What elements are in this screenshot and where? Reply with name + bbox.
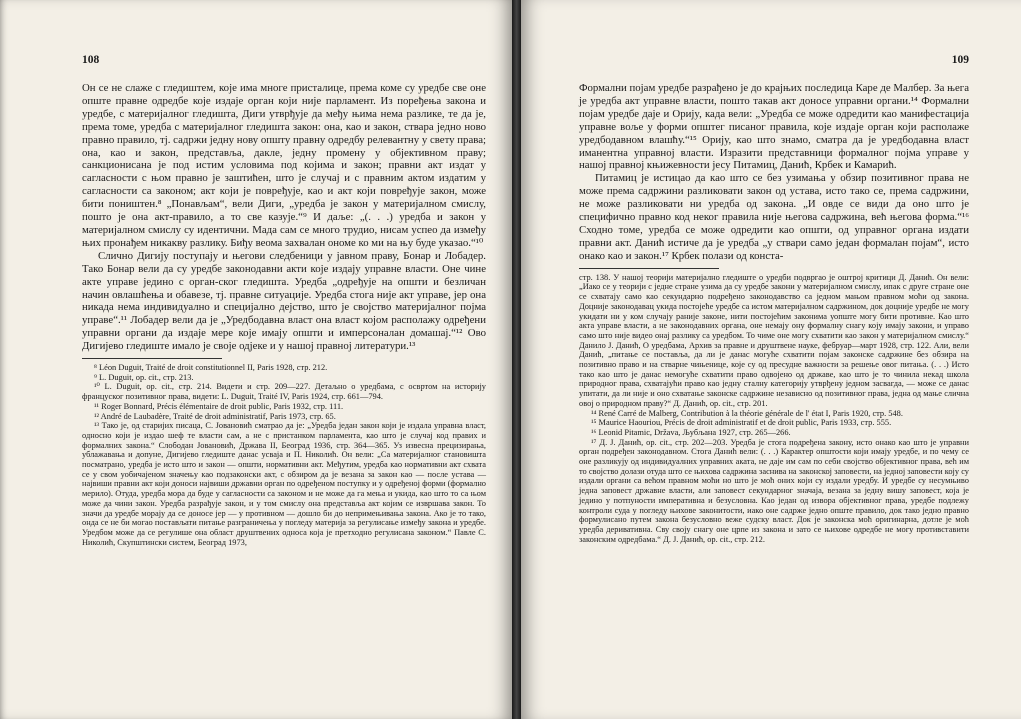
main-text — [579, 82, 969, 263]
footnote: ¹² André de Laubadère, Traité de droit administratif, Paris 1973, стр. 65. — [94, 411, 336, 421]
right-page — [521, 0, 1021, 719]
book-gutter — [512, 0, 521, 719]
main-text — [82, 82, 486, 353]
footnote: ⁸ Léon Duguit, Traité de droit constitutionnel II, Paris 1928, стр. 212. — [94, 363, 328, 373]
page-number: 109 — [951, 54, 969, 66]
footnote: ¹⁴ René Carré de Malberg, Contribution à la théorie générale de l' état I, Paris 1920, стр. 548. — [591, 408, 903, 418]
paragraph: Он се не слаже с гледиштем, које има многе присталице, према коме су уредбе све оне опште правне одредбе које издаје орган који није парламент. Из поређења закона и уредбе, с материјалног гледишта, Диги утврђује да међу њима нема разлике, те да је, према томе, уредба с материјалног гледишта закон: она, као и закон, ствара једно ново правно правило, тј. садржи једну нову општу правну одредбу релевантну у свету права; она, као и закон, представља, дакле, једну промену у објективном праву; санкционисана је под истим условима под којима и закон; правни акт издат у сагласности с њом правно је заштићен, што је случај и с правним актом издатим у сагласности са законом; акт који је повређује, као и акт који повређује закон, може бити поништен.⁸ „Понављам“, вели Диги, „уредба је закон у материјалном смислу, пошто је она акт-правило, а то све казује.“⁹ И даље: „(. . .) уредба и закон у материјалном смислу су идентични. Мада сам се много трудио, нисам успео да између њих пронађем никакву разлику. Биђу веома захвалан ономе ко ми на њу буде указао.“¹⁰ — [82, 82, 486, 249]
footnote: ⁹ L. Duguit, op. cit., стр. 213. — [94, 372, 194, 382]
footnote-divider — [82, 358, 222, 359]
footnotes — [82, 363, 486, 547]
footnotes — [579, 273, 969, 545]
footnote: ¹¹ Roger Bonnard, Précis élémentaire de droit public, Paris 1932, стр. 111. — [94, 401, 344, 411]
paragraph: Питамиц је истицао да као што се без узимања у обзир позитивног права не може према садржини разликовати закон од устава, исто тако се, према садржини, не може разликовати ни уредба од закона. „И овде се види да оно што је специфично правно код неког правила није његова садржина, већ његова форма.“¹⁶ Сходно томе, уредба се може одредити као општи, од управног органа издати правни акт. Данић истиче да је уредба „у ствари само један формалан појам“, исто онако као и закон.¹⁷ Крбек полази од конста- — [579, 172, 969, 262]
footnote: ¹⁷ Д. Ј. Данић, op. cit., стр. 202—203. Уредба је стога подређена закону, исто онако као што је управни орган подређен законодавном. Стога Данић вели: (. . .) Карактер општости који имају уредбе, и по чему се оне разликују од индивидуалних управних аката, не даје им сам по себи својство објективног права, већ им то својство долази отуда што се њихова садржина заснива на законској заповести, на једној заповести коју су издали органи са већом правном моћи но што је моћ оних који су издали уредбу. И уредбе су несумњиво једна заповест државне власти, али заповест секундарног значаја, везана за једну вишу заповест, која је једино у потпуности императивна и безусловна. Као један од извора објективног права, уредбе подлежу контроли суда у погледу њихове законитости, иако оне садрже једно опште правило, док тако једно правно формулисано путем закона безусловно веже судску власт. Док је законска моћ оригинарна, дотле је моћ уредба деривативна. Сву своју снагу оне црпе из закона и зато се њихове одредбе не могу противставити законским одредбама.“ Д. Ј. Данић, op. cit., стр. 212. — [579, 437, 969, 544]
footnote: ¹⁵ Maurice Haouriou, Précis de droit administratif et de droit public, Paris 1933, стр. 555. — [591, 418, 892, 428]
footnote: ¹⁶ Leonid Pitamic, Država, Љубљана 1927, стр. 265—266. — [591, 427, 791, 437]
footnote: ¹³ Тако је, од старијих писаца, С. Јовановић сматрао да је: „Уредба један закон који је издала управна власт, односно који је издао шеф те власти сам, а не с пристанком парламента, као што је случај код правих и формалних закона.“ Слободан Јовановић, Држава II, Београд 1936, стр. 364—365. Уз извесна прецизирања, ублажавања и допуне, Дигијево гледиште данас усваја и П. Николић. Он вели: „Са материјалног становишта посматрано, уредба је исто што и закон — општи, нормативни акт. Међутим, уредба као нормативни акт схвата се у свом уобичајеном значењу као подзаконски акт, с обзиром да је везана за закон као — после устава — највиши правни акт који доноси највиши државни орган по одређеном поступку и у одређеној форми (формално мерило). Отуда, уредба мора да буде у сагласности са законом и не може да га мења и укида, као што то са њом може да чини закон. Уредба разрађује закон, и у том смислу она представља акт којим се извршава закон. То значи да уредбе морају да се доносе јер — у противном — дошло би до непримењивања закона. Ако је то тако, онда се не би могао постављати питање разграничења у погледу материја за регулисање између закона и уредбе. Уредбом може да се регулише она област друштвених односа која је претходно регулисана законом.“ Павле С. Николић, Скупштински систем, Београд 1973, — [82, 421, 486, 547]
paragraph: Слично Дигију поступају и његови следбеници у јавном праву, Бонар и Лобадер. Тако Бонар вели да су уредбе законодавни акти које издају управне власти. Оне чине акте управе једино с орган-ског гледишта. Уредба „одређује на општи и безличан начин овлашћења и обавезе, тј. правне ситуације. Уредба стога није акт управе, јер она никада нема индивидуално и специјално дејство, што је својство материјалног појма управе“.¹¹ Лобадер вели да је „Уредбодавна власт она власт којом располажу одређени управни органи да издаје мере које имају општи и имперсоналан домашај.“¹² Ово Дигијево гледиште имало је своје одјеке и у нашој правној литератури.¹³ — [82, 249, 486, 353]
footnote: стр. 138. У нашој теорији материјално гледиште о уредби подвргао је оштрој критици Д. Данић. Он вели: „Иако се у теорији с једне стране узима да су уредбе закони у материјалном смислу, ипак с друге стране оне се схватају само као секундарно подређено законодавство са једном мањом правном моћи од закона. Доцније законодавац укида постојеће уредбе са истом материјалном садржином, док доцније уредбе не могу укидати ни у ком случају раније законе, нити постојећим законима уопште могу бити противне. Као што акта управе власти, а не законодавних органа, оне немају ону формалну снагу коју имају закони, и управо само што није видео онај разлику са уредбом. То чиме оне могу схватити као закон у материјалном смислу.“ Данило Ј. Данић, О уредбама, Архив за правне и друштвене науке, фебруар—март 1928, стр. 122. Али, вели Данић, „питање се поставља, да ли је данас могуће схватити појам законске садржине без обзира на позитивно право и на стварне чињенице, које су од пресудне важности за решење овог питања. (. . .) Исто тако као што је данас немогуће схватити право одвојено од државе, као што је то чинила некад школа природног права, схватајући право као једну сталну категорију утврђену једном засвагда, — може се данас упитати, да ли није и оно схватање законске садржине независно од позитивног права, једна од мање слична овој о природном праву?“ Д. Данић, op. cit., стр. 201. — [579, 272, 969, 408]
footnote-divider — [579, 268, 719, 269]
footnote: ¹⁰ L. Duguit, op. cit., стр. 214. Видети и стр. 209—227. Детаљно о уредбама, с освртом на историју француског позитивног права, видети: L. Duguit, Traité IV, Paris 1924, стр. 661—794. — [82, 382, 486, 402]
paragraph: Формални појам уредбе разрађено је до крајњих последица Каре де Малбер. За њега је уредба акт управне власти, пошто такав акт доносе управни органи.¹⁴ Формални појам уредбе даје и Оријy, када вели: „Уредба се може одредити као манифестација управне воље у форми општег писаног правила, које издаје орган који располаже уредбодавном влашћу.“¹⁵ Орију, као што знамо, сматра да је уредбодавна власт иманентна управној власти. Изразити представници формалног појма управе у нашој правној књижевности јесу Питамиц, Данић, Крбек и Камарић. — [579, 82, 969, 172]
page-number: 108 — [82, 54, 100, 66]
